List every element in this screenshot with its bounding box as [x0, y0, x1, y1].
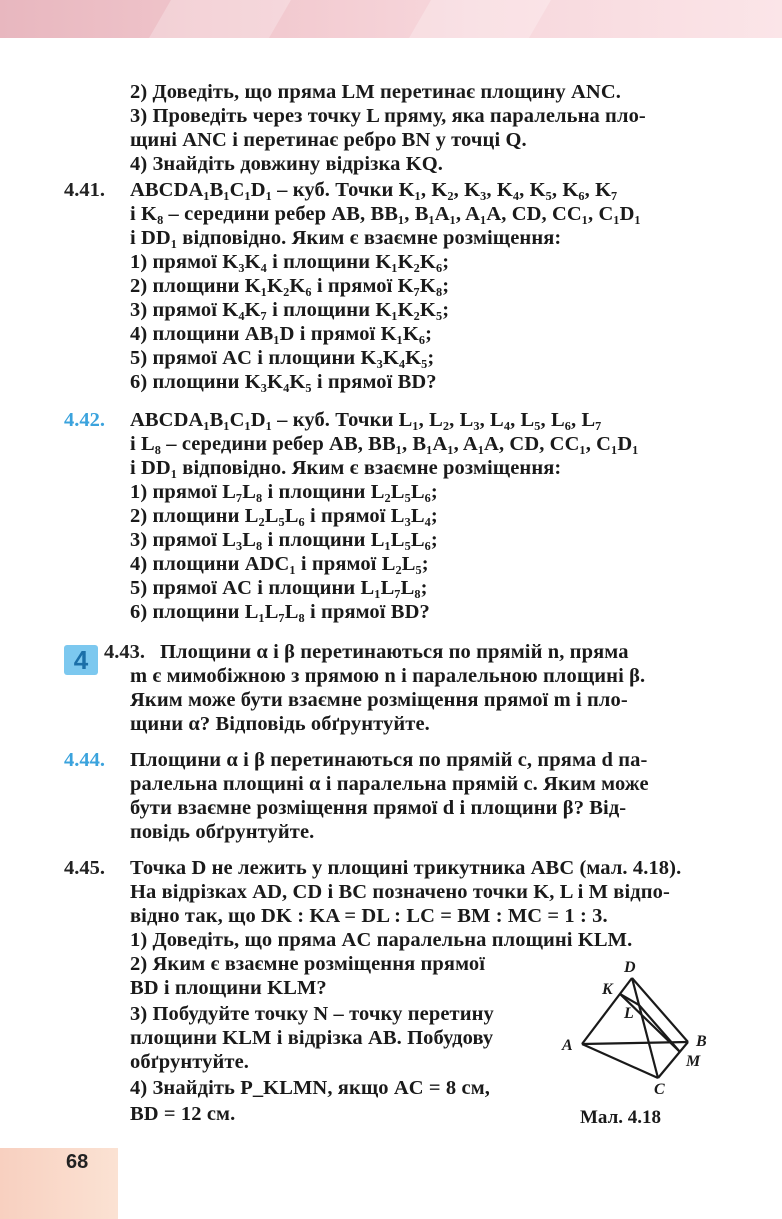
- text-line: Площини α і β перетинаються по прямій c, пряма d па-: [130, 749, 648, 771]
- text-line: ABCDA₁B₁C₁D₁ – куб. Точки K₁, K₂, K₃, K₄, K₅, K₆, K₇: [130, 179, 618, 201]
- text-line: 3) прямої L₃L₈ і площини L₁L₅L₆;: [130, 529, 438, 551]
- text-line: 1) Доведіть, що пряма AC паралельна площині KLM.: [130, 929, 633, 951]
- figure-label-l: L: [624, 1005, 634, 1022]
- figure-label-d: D: [624, 959, 636, 976]
- text-line: щині ANC і перетинає ребро BN у точці Q.: [130, 129, 527, 151]
- text-line: 5) прямої AC і площини L₁L₇L₈;: [130, 577, 428, 599]
- text-line: 1) прямої L₇L₈ і площини L₂L₅L₆;: [130, 481, 438, 503]
- figure-label-a: A: [562, 1037, 573, 1054]
- text-line: 2) Яким є взаємне розміщення прямої: [130, 953, 486, 975]
- text-line: 5) прямої AC і площини K₃K₄K₅;: [130, 347, 435, 369]
- text-line: 2) площини K₁K₂K₆ і прямої K₇K₈;: [130, 275, 450, 297]
- text-line: 4) площини ADC₁ і прямої L₂L₅;: [130, 553, 429, 575]
- tetrahedron-figure: [550, 958, 720, 1094]
- text-line: Точка D не лежить у площині трикутника ABC (мал. 4.18).: [130, 857, 682, 879]
- text-line: бути взаємне розміщення прямої d і площини β? Від-: [130, 797, 627, 819]
- text-line: площини KLM і відрізка AB. Побудову: [130, 1027, 494, 1049]
- text-line: m є мимобіжною з прямою n і паралельною площині β.: [130, 665, 646, 687]
- text-line: і L₈ – середини ребер AB, BB₁, B₁A₁, A₁A, CD, CC₁, C₁D₁: [130, 433, 639, 455]
- text-line: 6) площини L₁L₇L₈ і прямої BD?: [130, 601, 430, 623]
- text-line: повідь обґрунтуйте.: [130, 821, 315, 843]
- text-line: ABCDA₁B₁C₁D₁ – куб. Точки L₁, L₂, L₃, L₄, L₅, L₆, L₇: [130, 409, 602, 431]
- figure-caption: Мал. 4.18: [580, 1107, 662, 1128]
- problem-number: 4.44.: [64, 749, 105, 771]
- figure-label-c: C: [654, 1081, 665, 1094]
- text-line: 4) Знайдіть довжину відрізка KQ.: [130, 153, 444, 175]
- text-line: 4) Знайдіть P_KLMN, якщо AC = 8 см,: [130, 1077, 490, 1099]
- text-line: відно так, що DK : KA = DL : LC = BM : MC = 1 : 3.: [130, 905, 608, 927]
- text-line: 1) прямої K₃K₄ і площини K₁K₂K₆;: [130, 251, 450, 273]
- text-line: 4) площини AB₁D і прямої K₁K₆;: [130, 323, 433, 345]
- problem-number: 4.45.: [64, 857, 105, 879]
- text-line: Площини α і β перетинаються по прямій n, пряма: [160, 641, 629, 663]
- text-line: 3) Побудуйте точку N – точку перетину: [130, 1003, 494, 1025]
- page-corner-decoration: [0, 1148, 118, 1219]
- text-line: Яким може бути взаємне розміщення прямої m і пло-: [130, 689, 628, 711]
- text-line: 2) площини L₂L₅L₆ і прямої L₃L₄;: [130, 505, 438, 527]
- figure-label-m: M: [686, 1053, 701, 1070]
- text-line: щини α? Відповідь обґрунтуйте.: [130, 713, 430, 735]
- problem-number: 4.43.: [104, 641, 145, 663]
- text-line: BD і площини KLM?: [130, 977, 327, 999]
- text-line: 3) прямої K₄K₇ і площини K₁K₂K₅;: [130, 299, 450, 321]
- figure-label-b: B: [696, 1033, 707, 1050]
- text-line: 3) Проведіть через точку L пряму, яка паралельна пло-: [130, 105, 646, 127]
- text-line: і DD₁ відповідно. Яким є взаємне розміщення:: [130, 227, 562, 249]
- text-line: і DD₁ відповідно. Яким є взаємне розміщення:: [130, 457, 562, 479]
- text-line: На відрізках AD, CD і BC позначено точки K, L і M відпо-: [130, 881, 670, 903]
- text-line: обґрунтуйте.: [130, 1051, 250, 1073]
- difficulty-level-badge: 4: [64, 645, 98, 675]
- text-line: ралельна площині α і паралельна прямій c. Яким може: [130, 773, 649, 795]
- problem-number: 4.41.: [64, 179, 105, 201]
- text-line: BD = 12 см.: [130, 1103, 236, 1125]
- text-line: 6) площини K₃K₄K₅ і прямої BD?: [130, 371, 437, 393]
- problem-number: 4.42.: [64, 409, 105, 431]
- text-line: і K₈ – середини ребер AB, BB₁, B₁A₁, A₁A, CD, CC₁, C₁D₁: [130, 203, 641, 225]
- figure-label-k: K: [602, 981, 613, 998]
- page-number: 68: [66, 1151, 89, 1173]
- text-line: 2) Доведіть, що пряма LM перетинає площину ANC.: [130, 81, 621, 103]
